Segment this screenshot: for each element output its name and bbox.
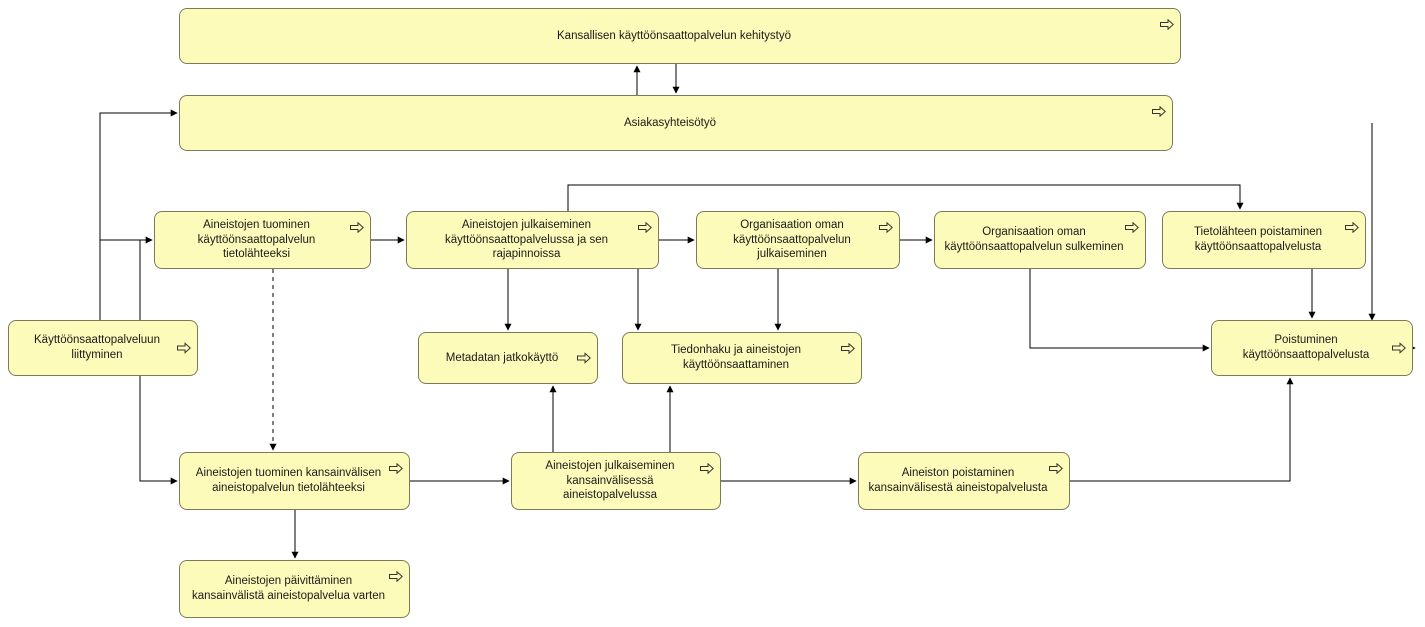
process-arrow-icon [879,222,893,233]
node-label: Asiakasyhteisötyö [623,116,717,129]
node-asiakasyhteisotyo[interactable] [179,95,1173,151]
node-label: Käyttöönsaattopalveluun liittyminen [34,334,160,361]
process-arrow-icon [1345,222,1359,233]
node-label: Aineistojen päivittäminen kansainvälistä aineistopalvelua varten [191,575,386,602]
process-arrow-icon [389,463,403,474]
node-label: Organisaation oman käyttöönsaattopalvelun julkaiseminen [733,218,851,261]
node-label: Aineistojen tuominen kansainvälisen aineistopalvelun tietolähteeksi [195,467,382,494]
process-arrow-icon [638,222,652,233]
process-arrow-icon [389,571,403,582]
node-poistaminen-kansainvalinen[interactable] [858,452,1070,510]
process-arrow-icon [700,463,714,474]
node-tietolahteen-poistaminen[interactable] [1162,211,1366,269]
node-label: Aineistojen tuominen käyttöönsaattopalvelun tietolähteeksi [197,218,316,261]
node-tuominen-kansallinen[interactable] [154,211,371,269]
node-oman-sulkeminen[interactable] [934,211,1146,269]
node-poistuminen[interactable] [1211,320,1413,376]
node-label: Organisaation oman käyttöönsaattopalvelun sulkeminen [944,226,1124,253]
node-tiedonhaku[interactable] [622,332,862,384]
node-oman-julkaiseminen[interactable] [696,211,900,269]
node-julkaiseminen-kansainvalinen[interactable] [511,452,721,510]
node-julkaiseminen-kansallinen[interactable] [406,211,659,269]
node-label: Aineistojen julkaiseminen käyttöönsaattopalvelussa ja sen rajapinnoissa [444,218,609,261]
node-label: Poistuminen käyttöönsaattopalvelusta [1242,334,1370,361]
process-arrow-icon [841,343,855,354]
node-metadatan-jatkokaytto[interactable] [418,332,598,384]
process-arrow-icon [1049,463,1063,474]
node-label: Tiedonhaku ja aineistojen käyttöönsaattaminen [671,344,801,371]
node-paivittaminen[interactable] [179,560,410,618]
node-label: Kansallisen käyttöönsaattopalvelun kehitystyö [557,29,791,42]
process-arrow-icon [1152,106,1166,117]
node-kehitystyo[interactable] [179,8,1181,64]
process-arrow-icon [1160,19,1174,30]
process-arrow-icon [177,343,191,354]
process-arrow-icon [350,222,364,233]
node-tuominen-kansainvalinen[interactable] [179,452,410,510]
process-arrow-icon [1125,222,1139,233]
process-arrow-icon [577,353,591,364]
process-arrow-icon [1392,343,1406,354]
node-label: Tietolähteen poistaminen käyttöönsaattopalvelusta [1193,226,1323,253]
node-label: Metadatan jatkokäyttö [445,351,559,364]
node-label: Aineiston poistaminen kansainvälisestä aineistopalvelusta [868,467,1048,494]
node-liittyminen[interactable] [8,320,198,376]
node-label: Aineistojen julkaiseminen kansainvälisessä aineistopalvelussa [545,459,675,502]
